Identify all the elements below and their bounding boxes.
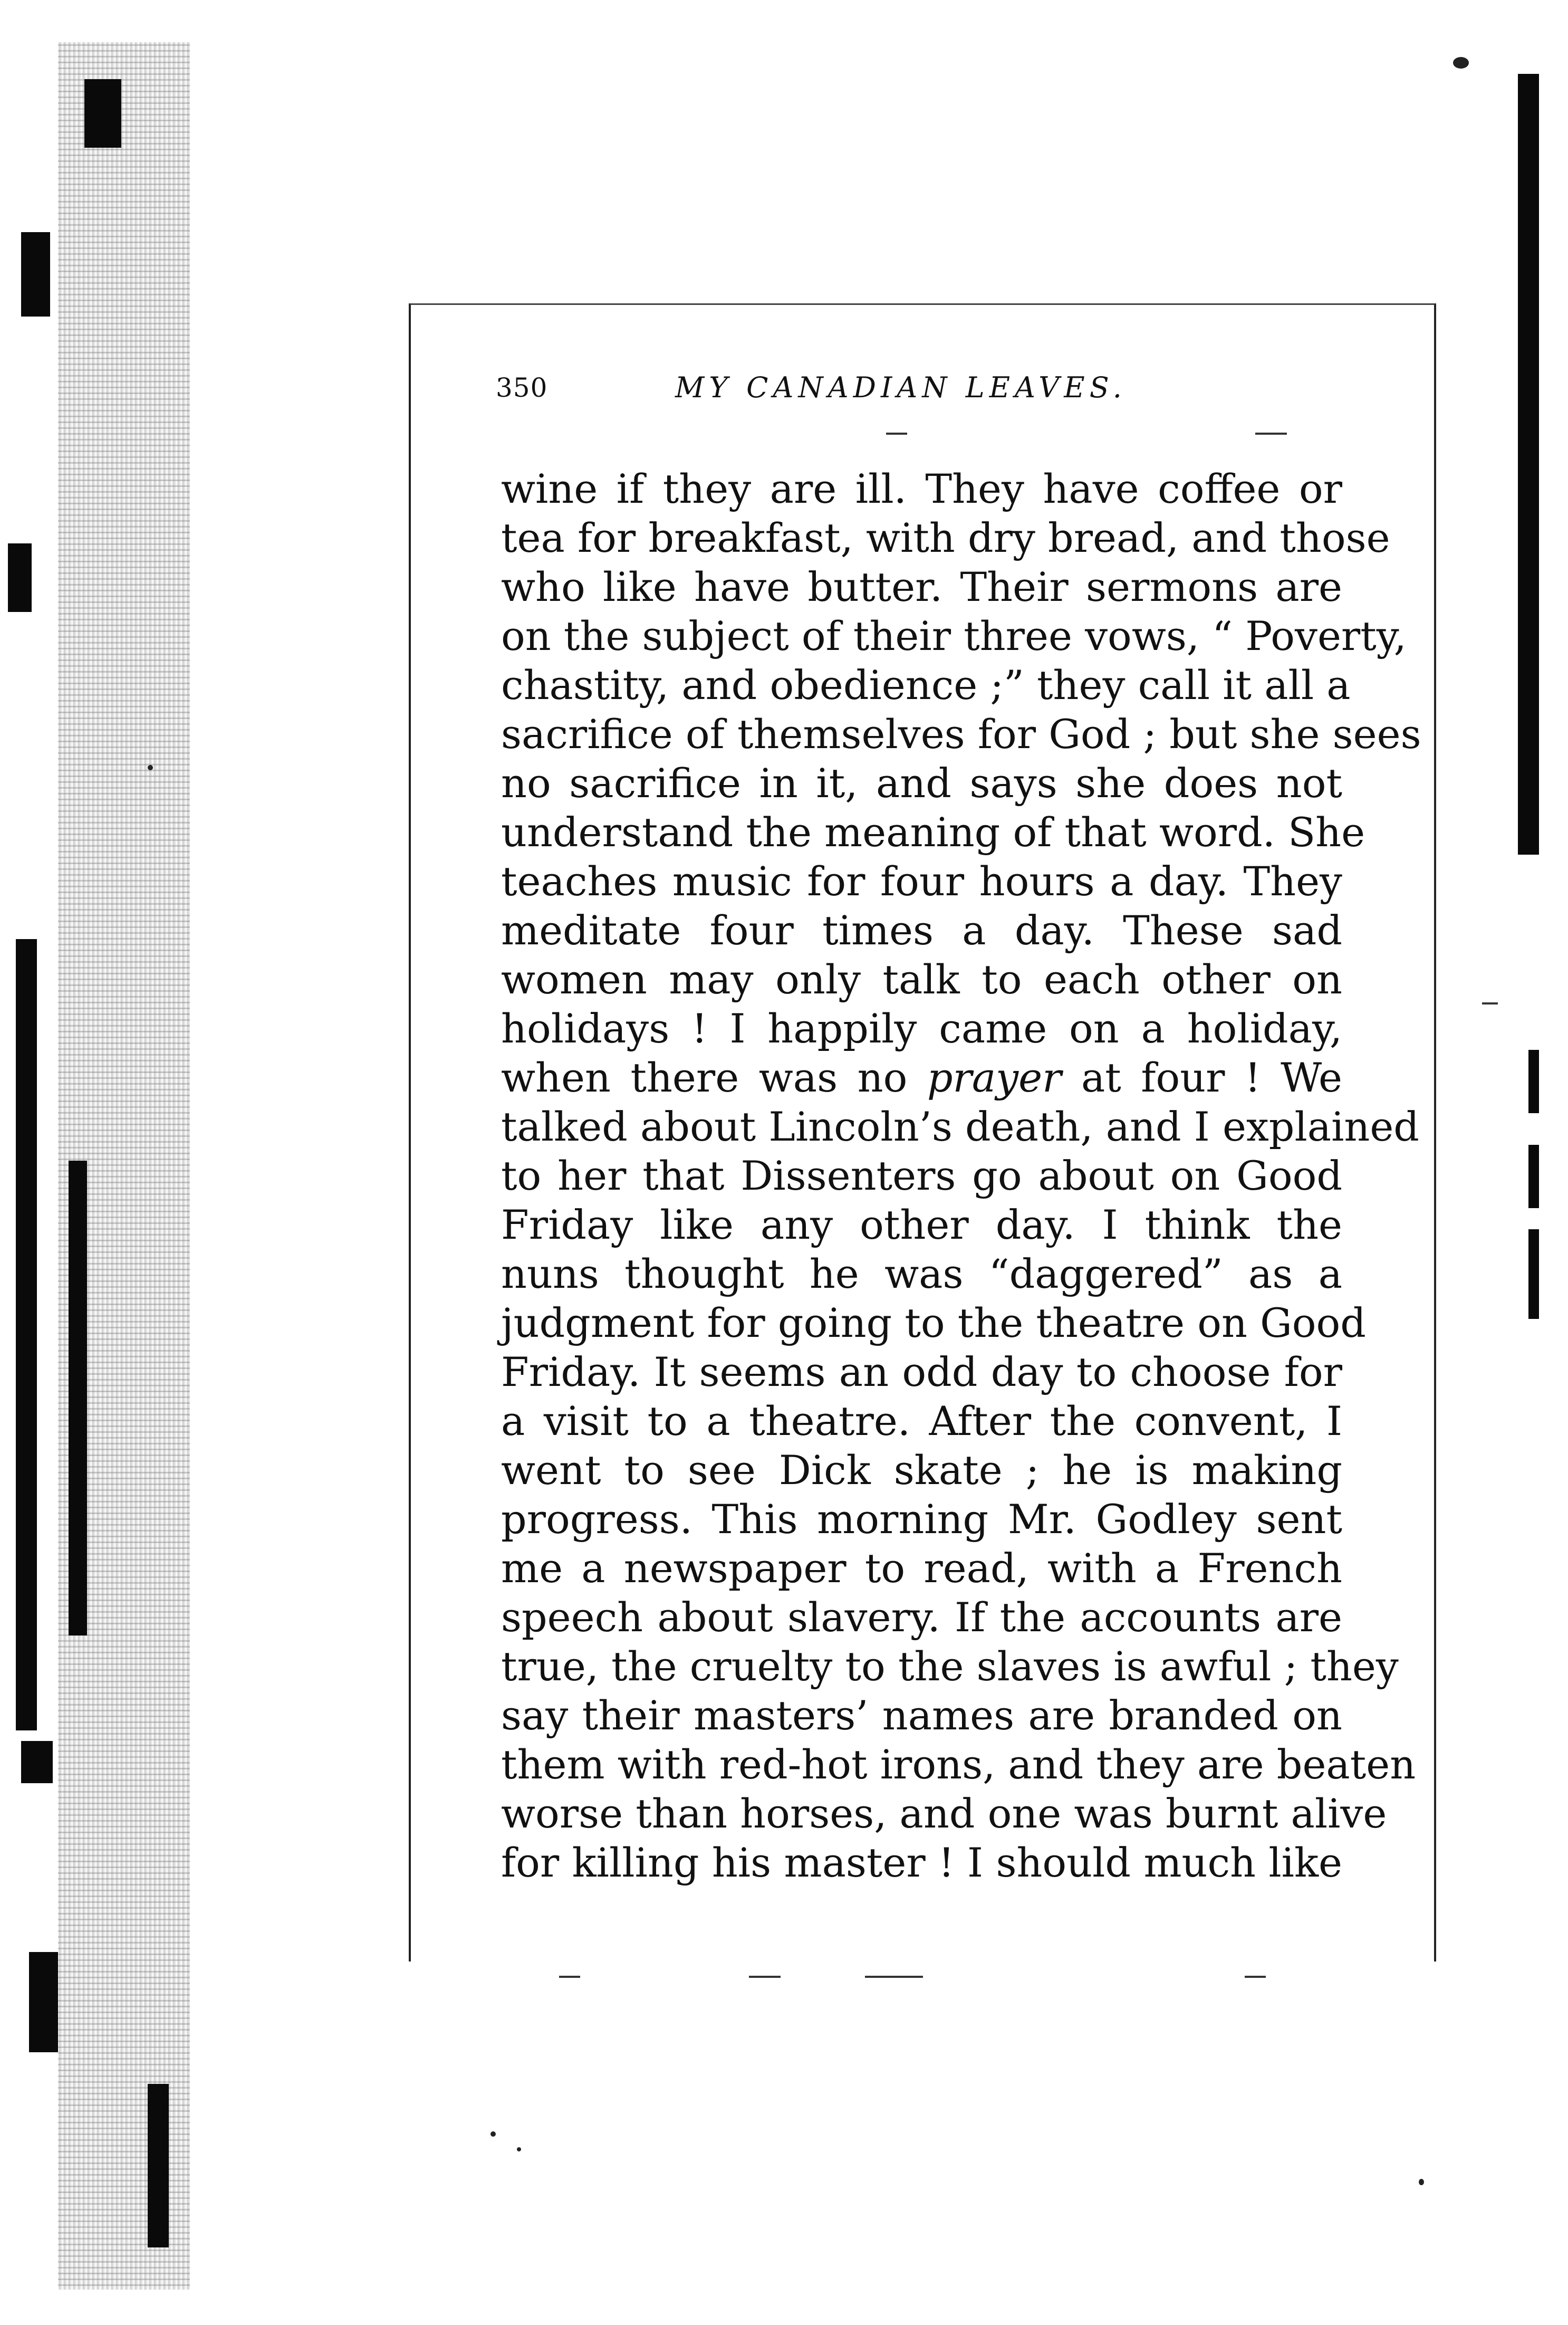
scan-speck [1419,2179,1424,2185]
text-line: talked about Lincoln’s death, and I explained [501,1103,1419,1150]
scan-dash [749,1976,781,1978]
scan-speck [517,2147,521,2151]
scan-gutter-bar [8,543,32,612]
text-line: nuns thought he was “daggered” as a [501,1250,1342,1297]
text-line: true, the cruelty to the slaves is awful ; they [501,1643,1399,1690]
scan-gutter-bar [29,1952,58,2052]
italic-word: prayer [927,1054,1062,1101]
scan-gutter-bar [84,79,121,148]
text-line: tea for breakfast, with dry bread, and those [501,514,1390,561]
text-line: them with red-hot irons, and they are beaten [501,1741,1416,1788]
scan-dash [1482,1002,1498,1004]
text-line-mixed [501,1053,1342,1102]
scan-right-bar [1528,1145,1539,1208]
text-line: meditate four times a day. These sad [501,907,1342,954]
scan-right-bar [1518,74,1539,855]
text-line: Friday like any other day. I think the [501,1201,1342,1248]
text-line: women may only talk to each other on [501,956,1342,1003]
scan-gutter-bar [16,939,37,1730]
text-line: say their masters’ names are branded on [501,1692,1342,1739]
scan-speck [490,2131,496,2137]
text-line: worse than horses, and one was burnt alive [501,1790,1387,1837]
text-line: me a newspaper to read, with a French [501,1545,1342,1592]
text-line: judgment for going to the theatre on Good [501,1299,1366,1346]
scan-gutter-bar [21,1741,53,1783]
text-line: Friday. It seems an odd day to choose for [501,1348,1342,1395]
text-line: for killing his master ! I should much like [501,1839,1342,1886]
text-line: went to see Dick skate ; he is making [501,1447,1342,1494]
scan-speck [148,765,153,770]
text-line: chastity, and obedience ;” they call it all a [501,662,1351,709]
scan-right-bar [1528,1050,1539,1113]
running-title: MY CANADIAN LEAVES. [675,371,1127,404]
text-segment: when there was no [501,1054,908,1101]
text-line: understand the meaning of that word. She [501,809,1365,856]
scan-dash [1245,1976,1266,1978]
scan-gutter-bar [69,1161,87,1635]
text-line: progress. This morning Mr. Godley sent [501,1496,1342,1543]
text-line: no sacrifice in it, and says she does not [501,760,1342,807]
text-line: sacrifice of themselves for God ; but she sees [501,711,1421,758]
text-line: to her that Dissenters go about on Good [501,1152,1342,1199]
scan-dash [559,1976,580,1978]
text-line: holidays ! I happily came on a holiday, [501,1005,1342,1052]
text-line: a visit to a theatre. After the convent, I [501,1398,1342,1444]
text-segment: at four ! We [1081,1054,1342,1101]
running-head [496,364,1350,412]
scan-dash [865,1976,923,1978]
scan-gutter-bar [21,232,50,317]
text-line: who like have butter. Their sermons are [501,563,1342,610]
text-line: wine if they are ill. They have coffee or [501,465,1342,512]
scan-right-bar [1528,1229,1539,1319]
text-line: speech about slavery. If the accounts are [501,1594,1342,1641]
text-line: on the subject of their three vows, “ Poverty, [501,613,1407,659]
body-text [501,464,1421,1887]
scan-gutter-bar [148,2084,169,2247]
scan-speck [1453,57,1469,69]
text-line: teaches music for four hours a day. They [501,858,1342,905]
page-number: 350 [496,372,548,403]
